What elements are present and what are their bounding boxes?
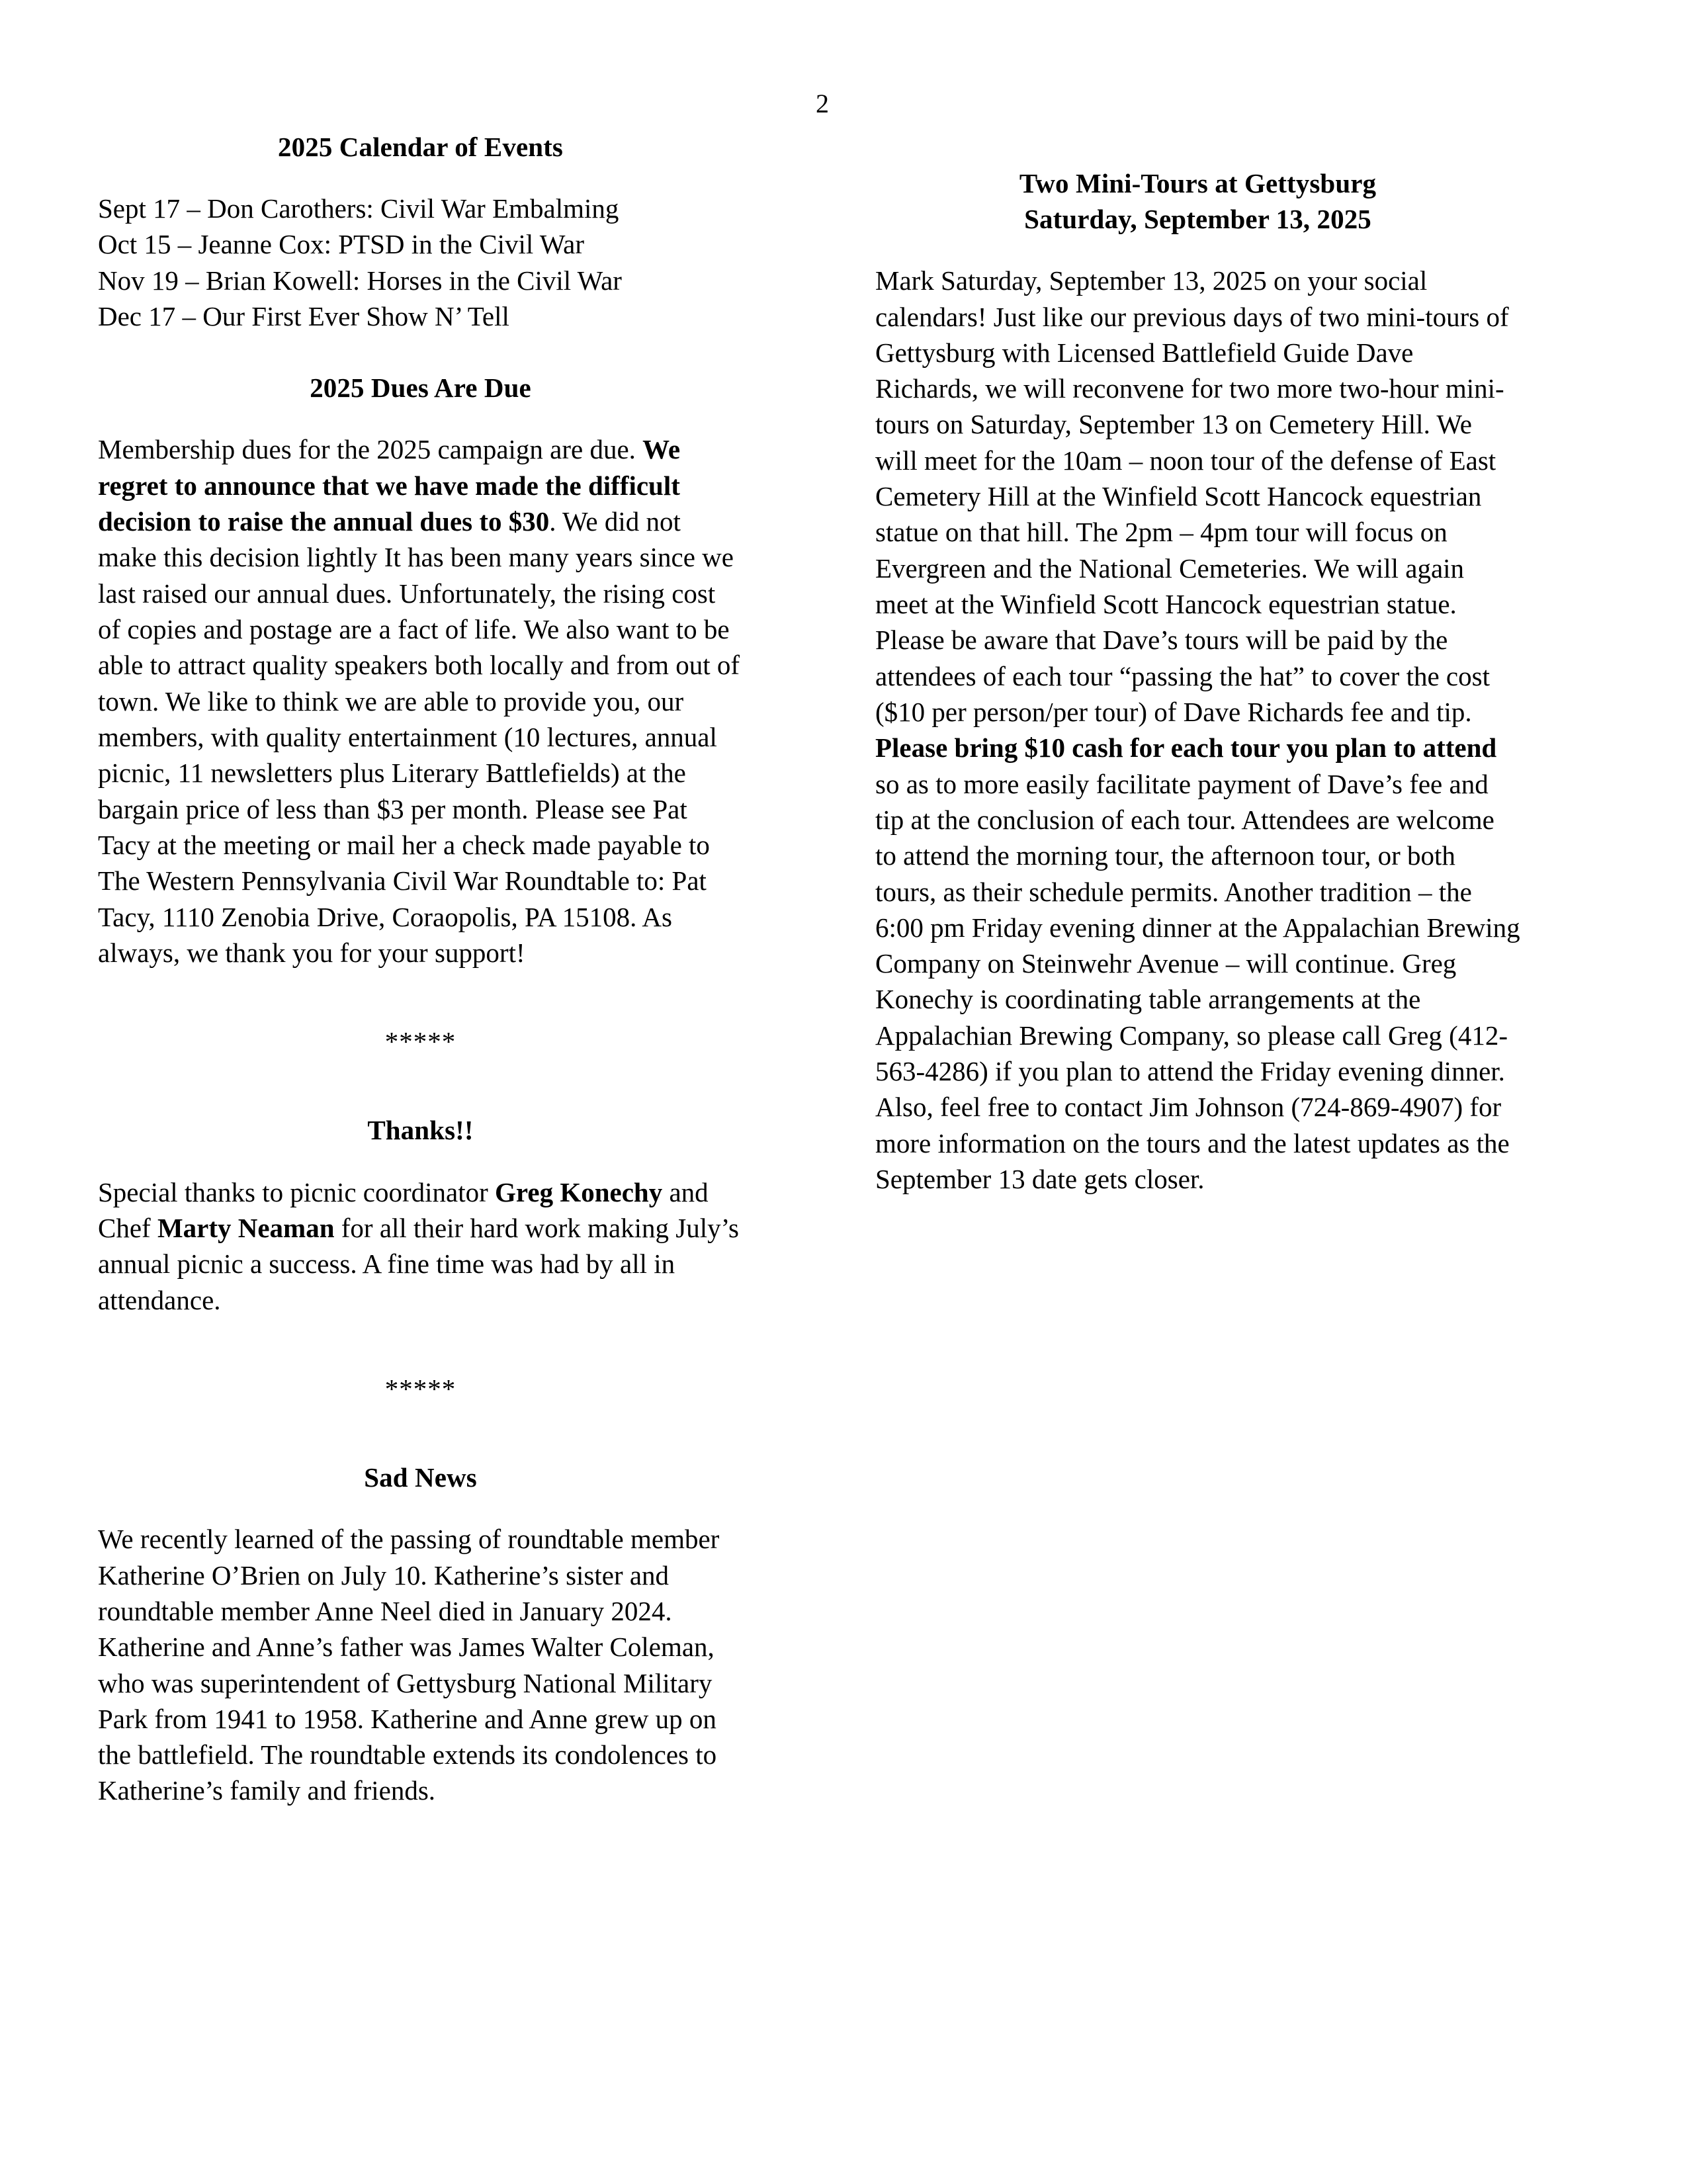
- list-item: Nov 19 – Brian Kowell: Horses in the Civil War: [98, 265, 622, 296]
- thanks-heading: Thanks!!: [367, 1115, 474, 1146]
- spacer: [98, 406, 743, 431]
- page-number: 2: [816, 89, 829, 118]
- spacer: [98, 1059, 743, 1112]
- sad-news-paragraph: We recently learned of the passing of roundtable member Katherine O’Brien on July 10. Katherine’s sister and roundtable member Anne Neel died in January 2024. Katherine and Anne’s father was James Walter Coleman, who was superintendent of Gettysburg National Military Park from 1941 to 1958. Katherine and Anne grew up on the battlefield. The roundtable extends its condolences to Katherine’s family and friends.: [98, 1524, 720, 1806]
- list-item: Oct 15 – Jeanne Cox: PTSD in the Civil War: [98, 229, 585, 260]
- section-separator-2: *****: [384, 1373, 456, 1404]
- left-column: [98, 129, 743, 1809]
- two-column-layout: [98, 129, 1589, 1809]
- thanks-bold-name-2: Marty Neaman: [157, 1212, 335, 1243]
- dues-paragraph: [98, 431, 743, 971]
- dues-text-part-2: . We did not make this decision lightly It has been many years since we last raised our annual dues. Unfortunately, the rising cost of copies and postage are a fact of life. We also want to be able to attract quality speakers both locally and from out of town. We like to think we are able to provide you, our members, with quality entertainment (10 lectures, annual picnic, 11 newsletters plus Literary Battlefields) at the bargain price of less than $3 per month. Please see Pat Tacy at the meeting or mail her a check made payable to The Western Pennsylvania Civil War Roundtable to: Pat Tacy, 1110 Zenobia Drive, Coraopolis, PA 15108. As always, we thank you for your support!: [98, 506, 740, 968]
- tours-text-bold: Please bring $10 cash for each tour you plan to attend: [875, 732, 1497, 764]
- spacer: [98, 1318, 743, 1371]
- thanks-text-part-2: and Chef: [98, 1176, 709, 1243]
- tours-text-part-1: Mark Saturday, September 13, 2025 on your social calendars! Just like our previous days of two mini-tours of Gettysburg with Licensed Battlefield Guide Dave Richards, we will reconvene for two more two-hour mini-tours on Saturday, September 13 on Cemetery Hill. We will meet for the 10am – noon tour of the defense of East Cemetery Hill at the Winfield Scott Hancock equestrian statue on that hill. The 2pm – 4pm tour will focus on Evergreen and the National Cemeteries. We will again meet at the Winfield Scott Hancock equestrian statue. Please be aware that Dave’s tours will be paid by the attendees of each tour “passing the hat” to cover the cost ($10 per person/per tour) of Dave Richards fee and tip.: [875, 265, 1509, 727]
- dues-heading: 2025 Dues Are Due: [310, 372, 531, 404]
- section-separator-1: *****: [384, 1026, 456, 1057]
- calendar-heading: 2025 Calendar of Events: [278, 132, 563, 162]
- tours-heading-line-2: Saturday, September 13, 2025: [1024, 204, 1371, 235]
- thanks-paragraph: [98, 1174, 743, 1318]
- spacer: [98, 165, 743, 191]
- tours-heading-line-1: Two Mini-Tours at Gettysburg: [1019, 168, 1377, 198]
- tours-paragraph: [875, 263, 1520, 1197]
- dues-text-part-1: Membership dues for the 2025 campaign are due.: [98, 434, 643, 465]
- tours-text-part-2: so as to more easily facilitate payment of Dave’s fee and tip at the conclusion of each tour. Attendees are welcome to attend the morning tour, the afternoon tour, or both tours, as their schedule permits. Another tradition – the 6:00 pm Friday evening dinner at the Appalachian Brewing Company on Steinwehr Avenue – will continue. Greg Konechy is coordinating table arrangements at the Appalachian Brewing Company, so please call Greg (412-563-4286) if you plan to attend the Friday evening dinner. Also, feel free to contact Jim Johnson (724-869-4907) for more information on the tours and the latest updates as the September 13 date gets closer.: [875, 768, 1520, 1195]
- sad-news-heading: Sad News: [364, 1462, 477, 1493]
- thanks-text-part-1: Special thanks to picnic coordinator: [98, 1176, 496, 1207]
- list-item: Sept 17 – Don Carothers: Civil War Embalming: [98, 193, 619, 224]
- spacer: [98, 334, 743, 370]
- spacer: [98, 1149, 743, 1174]
- spacer: [875, 237, 1520, 263]
- calendar-events-list: [98, 191, 743, 334]
- dues-text-bold: We regret to announce that we have made the difficult decision to raise the annual dues to $30: [98, 434, 681, 537]
- spacer: [98, 1495, 743, 1521]
- thanks-bold-name-1: Greg Konechy: [495, 1176, 663, 1207]
- list-item: Dec 17 – Our First Ever Show N’ Tell: [98, 301, 509, 332]
- spacer: [98, 971, 743, 1024]
- thanks-text-part-3: for all their hard work making July’s annual picnic a success. A fine time was had by all in attendance.: [98, 1212, 739, 1315]
- spacer: [98, 1407, 743, 1460]
- right-column: [875, 129, 1520, 1809]
- tours-heading-block: [875, 165, 1520, 237]
